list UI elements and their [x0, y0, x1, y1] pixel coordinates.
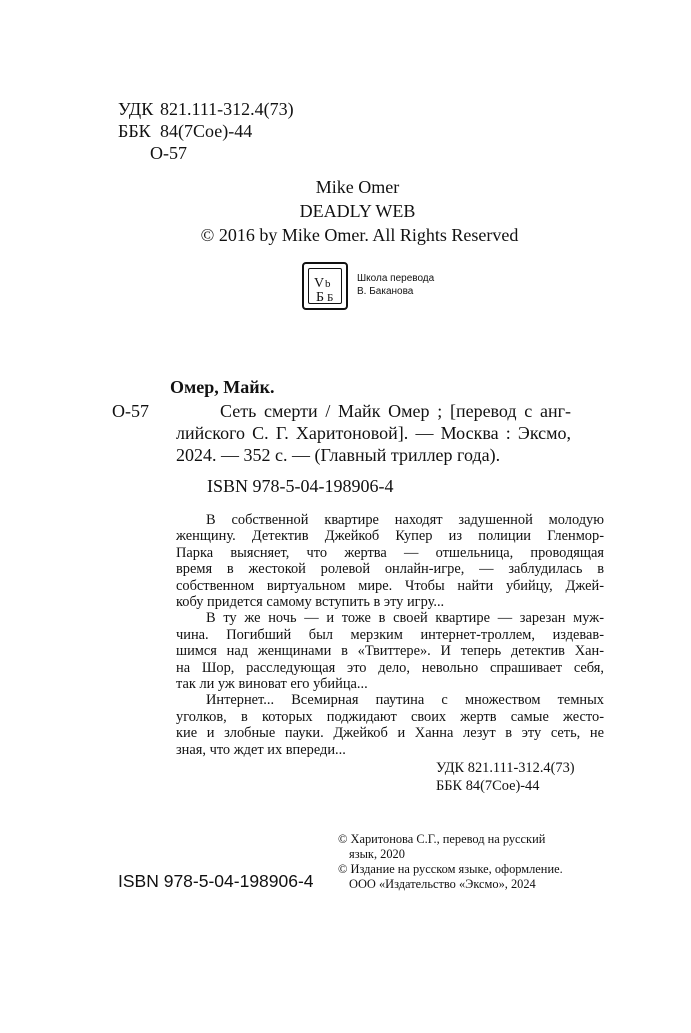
author-code: О-57: [150, 143, 187, 163]
annotation-line: женщину. Детектив Джейкоб Купер из полиции Гленмор-: [176, 528, 604, 545]
logo-line-2: В. Баканова: [357, 286, 414, 297]
svg-text:Б: Б: [327, 292, 334, 304]
notice-2-line-1: © Издание на русском языке, оформление.: [338, 862, 563, 876]
annotation-line: кобу придется самому вступить в эту игру...: [176, 594, 445, 611]
catalog-isbn: ISBN 978-5-04-198906-4: [207, 476, 394, 496]
logo-line-1: Школа перевода: [357, 273, 435, 284]
translation-school-logo: [302, 262, 348, 310]
bottom-bbk: ББК 84(7Сое)-44: [436, 778, 540, 794]
catalog-code: О-57: [112, 401, 149, 421]
annotation-line: В ту же ночь — и тоже в своей квартире — зарезан муж-: [206, 610, 604, 627]
bbk-value: 84(7Сое)-44: [160, 121, 253, 141]
catalog-description: [176, 400, 571, 466]
annotation-line: время в жестокой ролевой онлайн-игре, — заблудилась в: [176, 561, 604, 578]
annotation-line: чина. Погибший был мерзким интернет-троллем, издевав-: [176, 626, 604, 643]
annotation-line: В собственной квартире находят задушенной молодую: [206, 512, 604, 528]
annotation-line: так ли уж виноват его убийца...: [176, 676, 368, 693]
udk-label: УДК: [118, 99, 154, 119]
annotation-line: собственном виртуальном мире. Чтобы найти убийцу, Джей-: [176, 577, 604, 594]
isbn-bottom: ISBN 978-5-04-198906-4: [118, 871, 314, 891]
annotation-line: уголков, в которых поджидают своих жертв самые жесто-: [176, 708, 604, 725]
svg-text:V: V: [314, 276, 325, 291]
top-udk-line: [118, 98, 294, 120]
annotation-line: кие и злобные пауки. Джейкоб и Ханна лезут в эту сеть, не: [176, 725, 604, 742]
catalog-line-1: Сеть смерти / Майк Омер ; [перевод с анг-: [220, 401, 571, 421]
annotation-line: шимся над женщинами в «Твиттере». И теперь детектив Хан-: [176, 643, 604, 660]
original-copyright: © 2016 by Mike Omer. All Rights Reserved: [200, 225, 519, 245]
logo-caption: [357, 272, 434, 298]
original-author: Mike Omer: [315, 177, 400, 197]
bottom-udk: УДК 821.111-312.4(73): [436, 760, 575, 776]
catalog-line-3: 2024. — 352 с. — (Главный триллер года).: [176, 445, 501, 465]
notice-2-line-2: ООО «Издательство «Эксмо», 2024: [349, 877, 536, 891]
vb-monogram-icon: [312, 272, 342, 304]
notice-1-line-2: язык, 2020: [349, 847, 405, 861]
catalog-author-heading: Омер, Майк.: [170, 377, 275, 397]
notice-1-line-1: © Харитонова С.Г., перевод на русский: [338, 832, 546, 846]
svg-text:Б: Б: [316, 290, 325, 304]
udk-value: 821.111-312.4(73): [160, 99, 294, 119]
annotation-line: Парка выясняет, что жертва — отшельница, проводящая: [176, 544, 604, 561]
top-bbk-line: [118, 120, 252, 142]
original-title: DEADLY WEB: [299, 201, 416, 221]
annotation-line: зная, что ждет их впереди...: [176, 741, 346, 758]
annotation-line: Интернет... Всемирная паутина с множеством темных: [206, 692, 604, 709]
annotation-line: на Шор, расследующая это дело, невольно спрашивает себя,: [176, 659, 604, 676]
copyright-notices: [338, 832, 563, 892]
svg-text:b: b: [325, 278, 331, 290]
bbk-label: ББК: [118, 121, 151, 141]
annotation: [176, 512, 604, 758]
catalog-line-2: лийского С. Г. Харитоновой]. — Москва : Эксмо,: [176, 423, 571, 443]
